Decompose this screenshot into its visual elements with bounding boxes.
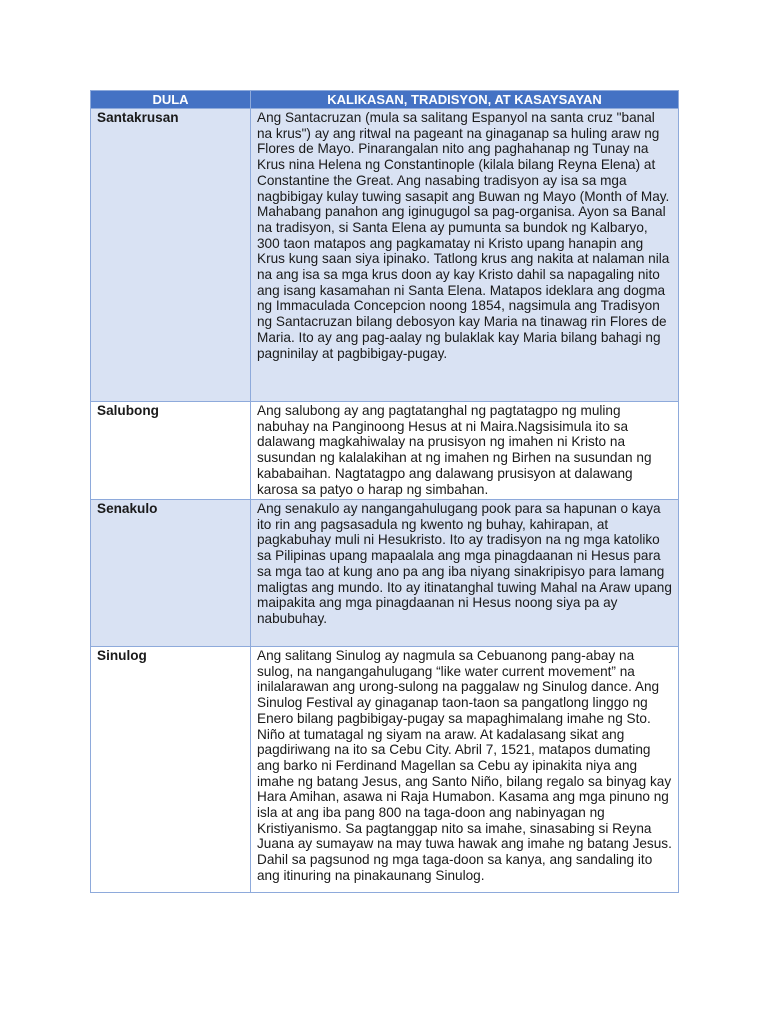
row-name: Senakulo: [91, 500, 251, 647]
row-description: Ang salitang Sinulog ay nagmula sa Cebuanong pang-abay na sulog, na nangangahulugang “like water current movement” na inilalarawan ang urong-sulong na paggalaw ng Sinulog dance. Ang Sinulog Festival ay ginaganap taon-taon sa pangatlong linggo ng Enero bilang pagbibigay-pugay sa mapaghimalang imahe ng Sto. Niño at tumatagal ng siyam na araw. At kadalasang sikat ang pagdiriwang na ito sa Cebu City. Abril 7, 1521, matapos dumating ang barko ni Ferdinand Magellan sa Cebu ay ipinakita niya ang imahe ng batang Jesus, ang Santo Niño, bilang regalo sa binyag kay Hara Amihan, asawa ni Raja Humabon. Kasama ang mga pinuno ng isla at ang iba pang 800 na taga-doon ang nabinyagan ng Kristiyanismo. Sa pagtanggap nito sa imahe, sinasabing si Reyna Juana ay sumayaw na may tuwa hawak ang imahe ng batang Jesus. Dahil sa pagsunod ng mga taga-doon sa kanya, ang sandaling ito ang itinuring na pinakaunang Sinulog.: [251, 647, 679, 893]
table-row: [91, 500, 679, 647]
dula-table: [90, 90, 679, 893]
header-kalikasan: KALIKASAN, TRADISYON, AT KASAYSAYAN: [251, 91, 679, 109]
row-name: Santakrusan: [91, 109, 251, 402]
row-description: Ang salubong ay ang pagtatanghal ng pagtatagpo ng muling nabuhay na Panginoong Hesus at ni Maira.Nagsisimula ito sa dalawang magkahiwalay na prusisyon ng imahen ni Kristo na susundan ng kalalakihan at ng imahen ng Birhen na susundan ng kababaihan. Nagtatagpo ang dalawang prusisyon at dalawang karosa sa patyo o harap ng simbahan.: [251, 402, 679, 500]
table-header: [91, 91, 679, 109]
row-description: Ang senakulo ay nangangahulugang pook para sa hapunan o kaya ito rin ang pagsasadula ng kwento ng buhay, kahirapan, at pagkabuhay muli ni Hesukristo. Ito ay tradisyon na ng mga katoliko sa Pilipinas upang mapaalala ang mga pinagdaanan ni Hesus para sa mga tao at kung ano pa ang iba niyang sinakripisyo para lamang maligtas ang mundo. Ito ay itinatanghal tuwing Mahal na Araw upang maipakita ang mga pinagdaanan ni Hesus noong siya pa ay nabubuhay.: [251, 500, 679, 647]
row-name: Sinulog: [91, 647, 251, 893]
row-name: Salubong: [91, 402, 251, 500]
header-dula: DULA: [91, 91, 251, 109]
table-row: [91, 647, 679, 893]
table-row: [91, 109, 679, 402]
table-body: [91, 109, 679, 893]
header-row: [91, 91, 679, 109]
table-row: [91, 402, 679, 500]
row-description: Ang Santacruzan (mula sa salitang Espanyol na santa cruz "banal na krus") ay ang ritwal na pageant na ginaganap sa huling araw ng Flores de Mayo. Pinarangalan nito ang paghahanap ng Tunay na Krus nina Helena ng Constantinople (kilala bilang Reyna Elena) at Constantine the Great. Ang nasabing tradisyon ay isa sa mga nagbibigay kulay tuwing sasapit ang Buwan ng Mayo (Month of May. Mahabang panahon ang iginugugol sa pag-organisa. Ayon sa Banal na tradisyon, si Santa Elena ay pumunta sa bundok ng Kalbaryo, 300 taon matapos ang pagkamatay ni Kristo upang hanapin ang Krus kung saan siya ipinako. Tatlong krus ang nakita at nalaman nila na ang isa sa mga krus doon ay kay Kristo dahil sa napagaling nito ang isang kasamahan ni Santa Elena. Matapos ideklara ang dogma ng Immaculada Concepcion noong 1854, nagsimula ang Tradisyon ng Santacruzan bilang debosyon kay Maria na tinawag rin Flores de Maria. Ito ay ang pag-aalay ng bulaklak kay Maria bilang bahagi ng pagninilay at pagbibigay-pugay.: [251, 109, 679, 402]
